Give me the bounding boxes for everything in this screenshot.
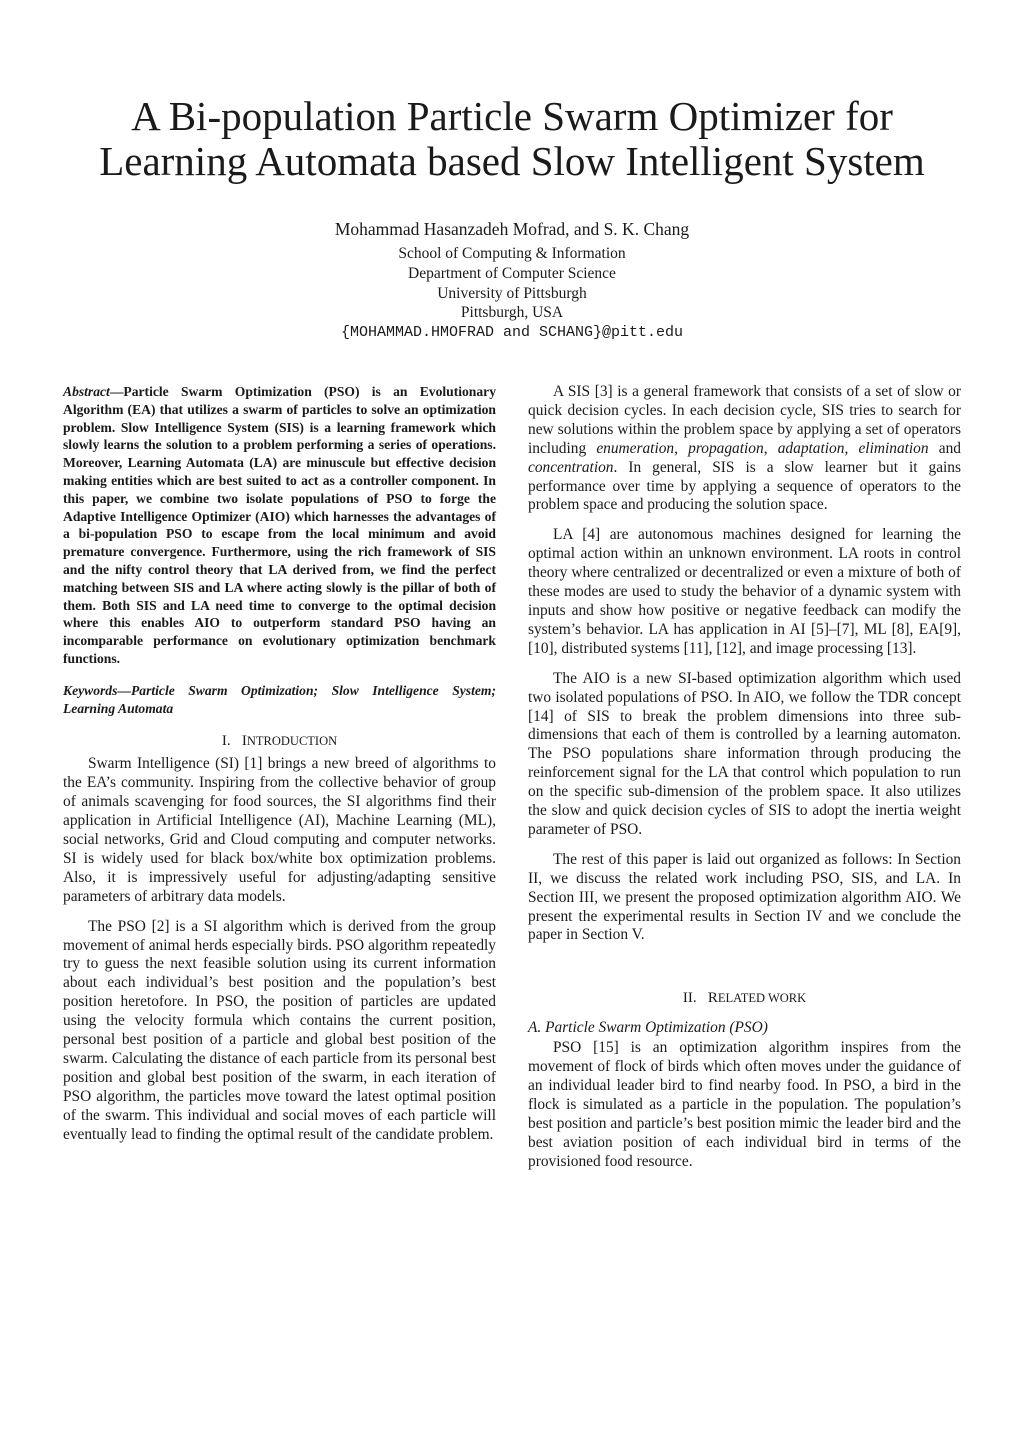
operator-term: adaptation bbox=[777, 439, 845, 457]
section-title-rest: ELATED WORK bbox=[717, 991, 807, 1006]
pso-paragraph: PSO [15] is an optimization algorithm inspires from the movement of flock of birds which often moves under the guidance of an individual leader bird to find nearby food. In PSO, a bird in the flock is simulated as a particle in the population. The population’s best position and particle’s best position mimic the leader bird and the best aviation position of each individual bird in terms of the provisioned food resource. bbox=[528, 1039, 961, 1170]
paper-title bbox=[60, 94, 964, 184]
conjunction: and bbox=[938, 439, 961, 457]
aio-paragraph: The AIO is a new SI-based optimization algorithm which used two isolated populations of PSO. In AIO, we follow the TDR concept [14] of SIS to break the problem dimensions into three sub-dimensions that each of them is controlled by a learning automaton. The PSO populations share information through producing the reinforcement signal for the LA that control which population to run on the specific sub-dimension of the problem space. It also utilizes the slow and quick decision cycles of SIS to adopt the inertia weight parameter of PSO. bbox=[528, 669, 961, 838]
section-number: I. bbox=[221, 733, 231, 750]
intro-paragraph-1: Swarm Intelligence (SI) [1] brings a new breed of algorithms to the EA’s community. Inspiring from the collective behavior of group of animals scavenging for food sources, the SI algorithms find their application in Artificial Intelligence (AI), Machine Learning (ML), social networks, Grid and Cloud computing and computer networks. SI is widely used for black box/white box optimization problems. Also, it is impressively useful for adjusting/adapting sensitive parameters of arbitrary data models. bbox=[63, 755, 496, 905]
sis-text-end: . In general, SIS is a slow learner but it gains performance over time by applying a sequence of operators to the problem space and producing the solution space. bbox=[528, 458, 961, 514]
sis-text-start: A SIS [3] is a general framework that consists of a set of slow or quick decision cycles. In each decision cycle, SIS tries to search for new solutions within the problem space by applying a set of operators including bbox=[528, 383, 961, 457]
left-column bbox=[63, 383, 496, 1144]
section-heading-related-work bbox=[528, 989, 961, 1007]
section-number: II. bbox=[682, 990, 697, 1007]
abstract-text: Particle Swarm Optimization (PSO) is an Evolutionary Algorithm (EA) that utilizes a swarm of particles to solve an optimization problem. Slow Intelligence System (SIS) is a learning framework which slowly learns the solution to a problem performing a series of operations. Moreover, Learning Automata (LA) are minuscule but effective decision making entities which are best suited to act as a controller component. In this paper, we combine two isolate populations of PSO to forge the Adaptive Intelligence Optimizer (AIO) which harnesses the advantages of a bi-population PSO to escape from the local minimum and avoid premature convergence. Furthermore, using the rich framework of SIS and the nifty control theory that LA derived from, we find the perfect matching between SIS and LA where acting slowly is the pillar of both of them. Both SIS and LA need time to converge to the optimal decision where this enables AIO to outperform standard PSO having an incomparable performance on evolutionary optimization benchmark functions. bbox=[63, 384, 496, 666]
abstract bbox=[63, 383, 496, 668]
outline-paragraph: The rest of this paper is laid out organized as follows: In Section II, we discuss the related work including PSO, SIS, and LA. In Section III, we present the proposed optimization algorithm AIO. We present the experimental results in Section IV and we conclude the paper in Section V. bbox=[528, 850, 961, 944]
author-email: {MOHAMMAD.HMOFRAD and SCHANG}@pitt.edu bbox=[340, 324, 684, 341]
operator-term: elimination bbox=[858, 439, 929, 457]
intro-paragraph-2: The PSO [2] is a SI algorithm which is derived from the group movement of animal herds especially birds. PSO algorithm repeatedly try to guess the next feasible solution using its current information about each individual’s best position and the population’s best position heretofore. In PSO, the position of particles are updated using the velocity formula which contains the current position, personal best position of a particle and global best position of the swarm. Calculating the distance of each particle from its personal best position and global best position of the swarm, in each iteration of PSO algorithm, the particles move toward the latest optimal position of the swarm. This individual and social moves of each particle will eventually lead to finding the optimal result of the candidate problem. bbox=[63, 917, 496, 1143]
right-column bbox=[528, 383, 961, 1172]
affiliation-line: School of Computing & Information bbox=[398, 245, 626, 262]
la-paragraph: LA [4] are autonomous machines designed for learning the optimal action within an unknown environment. LA roots in control theory where centralized or decentralized or even a mixture of both of these modes are used to study the behavior of a dynamic system with inputs and show how positive or negative feedback can modify the system’s behavior. LA has application in AI [5]–[7], ML [8], EA[9], [10], distributed systems [11], [12], and image processing [13]. bbox=[528, 526, 961, 657]
affiliation-line: University of Pittsburgh bbox=[437, 284, 587, 302]
section-title-rest: NTRODUCTION bbox=[246, 734, 338, 749]
affiliation-block bbox=[112, 244, 912, 323]
title-line-1: A Bi-population Particle Swarm Optimizer for bbox=[131, 93, 893, 139]
sis-paragraph: A SIS [3] is a general framework that consists of a set of slow or quick decision cycles. In each decision cycle, SIS tries to search for new solutions within the problem space by applying a set of operators including enumeration, propagation, adaptation, elimination and concentration. In general, SIS is a slow learner but it gains performance over time by applying a sequence of operators to the problem space and producing the solution space. bbox=[528, 383, 961, 514]
operator-term: propagation bbox=[688, 439, 764, 457]
section-title-initial: I bbox=[241, 733, 247, 750]
affiliation-line: Department of Computer Science bbox=[408, 264, 616, 282]
abstract-label: Abstract bbox=[63, 384, 110, 399]
section-title-initial: R bbox=[707, 990, 718, 1007]
abstract-dash: — bbox=[109, 384, 124, 399]
subsection-heading-pso: A. Particle Swarm Optimization (PSO) bbox=[528, 1019, 768, 1037]
operator-term: enumeration bbox=[596, 439, 675, 457]
affiliation-line: Pittsburgh, USA bbox=[460, 304, 564, 322]
title-line-2: Learning Automata based Slow Intelligent System bbox=[99, 138, 925, 184]
section-heading-introduction bbox=[63, 732, 496, 750]
author-list: Mohammad Hasanzadeh Mofrad, and S. K. Chang bbox=[334, 219, 690, 239]
operator-term: concentration bbox=[528, 458, 614, 476]
keywords: Keywords—Particle Swarm Optimization; Slow Intelligence System; Learning Automata bbox=[63, 682, 496, 716]
